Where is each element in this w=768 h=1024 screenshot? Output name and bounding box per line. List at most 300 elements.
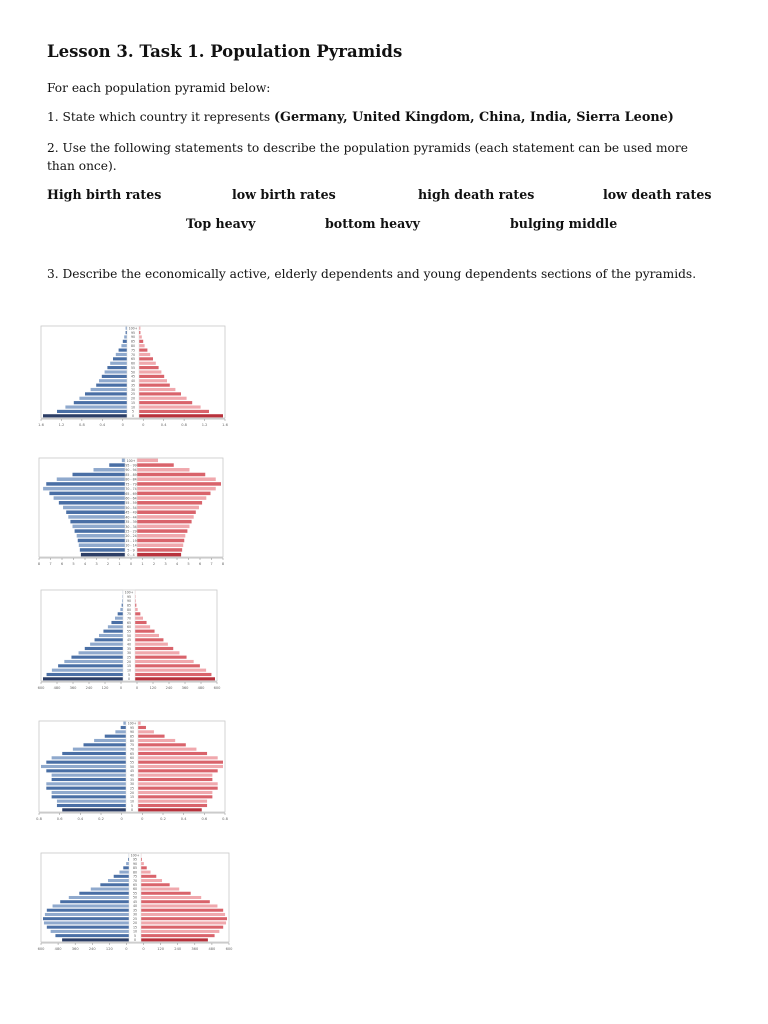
question-1 bbox=[47, 108, 674, 127]
age-label: 15 - 19 bbox=[125, 538, 137, 543]
male-bar bbox=[79, 892, 129, 895]
age-label: 50 bbox=[126, 633, 132, 638]
age-label: 40 bbox=[130, 379, 136, 384]
age-label: 0 bbox=[127, 677, 131, 682]
x-tick-label: 240 bbox=[85, 686, 93, 690]
female-bar bbox=[138, 739, 175, 742]
female-bar bbox=[139, 353, 150, 356]
age-label: 10 bbox=[126, 668, 132, 673]
age-label: 80 bbox=[126, 607, 132, 612]
male-bar bbox=[90, 643, 123, 646]
x-tick-label: 0.8 bbox=[181, 423, 187, 427]
female-bar bbox=[137, 534, 185, 538]
age-label: 30 - 34 bbox=[125, 524, 137, 529]
age-label: 35 bbox=[129, 777, 135, 782]
male-bar bbox=[57, 804, 126, 807]
x-tick-label: 0 bbox=[142, 423, 145, 427]
female-bar bbox=[138, 787, 218, 790]
male-bar bbox=[57, 410, 127, 413]
female-bar bbox=[141, 934, 215, 937]
x-tick-label: 360 bbox=[69, 686, 77, 690]
age-label: 45 bbox=[129, 769, 135, 774]
female-bar bbox=[139, 370, 161, 373]
age-label: 45 bbox=[126, 638, 132, 643]
statement-low-death-rates: low death rates bbox=[603, 187, 712, 202]
female-bar bbox=[137, 482, 221, 486]
x-tick-label: 4 bbox=[175, 562, 179, 566]
male-bar bbox=[45, 913, 129, 916]
age-label: 55 bbox=[129, 760, 135, 765]
age-label: 50 bbox=[130, 370, 136, 375]
male-bar bbox=[73, 473, 126, 477]
age-label: 60 bbox=[132, 887, 138, 892]
x-tick-label: 480 bbox=[197, 686, 205, 690]
age-label: 10 bbox=[129, 799, 135, 804]
age-label: 20 - 24 bbox=[125, 534, 137, 539]
age-label: 10 bbox=[130, 405, 136, 410]
male-bar bbox=[102, 375, 127, 378]
age-label: 85 bbox=[126, 603, 132, 608]
age-label: 25 bbox=[129, 786, 135, 791]
age-label: 40 - 44 bbox=[125, 515, 137, 520]
male-bar bbox=[62, 938, 129, 941]
question-3: 3. Describe the economically active, elderly dependents and young dependents sections of the pyramids. bbox=[47, 267, 697, 281]
male-bar bbox=[55, 934, 129, 937]
x-tick-label: 0 bbox=[141, 817, 144, 821]
male-bar bbox=[85, 647, 123, 650]
male-bar bbox=[115, 730, 126, 733]
age-label: 5 bbox=[127, 672, 131, 677]
statement-high-death-rates: high death rates bbox=[418, 187, 535, 202]
male-bar bbox=[46, 482, 125, 486]
female-bar bbox=[139, 414, 223, 417]
female-bar bbox=[135, 656, 187, 659]
statement-low-birth-rates: low birth rates bbox=[232, 187, 336, 202]
male-bar bbox=[119, 349, 127, 352]
female-bar bbox=[141, 896, 201, 899]
female-bar bbox=[138, 735, 165, 738]
age-label: 35 bbox=[130, 383, 136, 388]
male-bar bbox=[53, 904, 129, 907]
female-bar bbox=[139, 335, 142, 338]
male-bar bbox=[79, 397, 127, 400]
male-bar bbox=[84, 743, 127, 746]
female-bar bbox=[137, 510, 196, 514]
male-bar bbox=[78, 539, 125, 543]
male-bar bbox=[107, 366, 127, 369]
age-label: 100+ bbox=[127, 721, 137, 726]
age-label: 25 bbox=[132, 916, 138, 921]
male-bar bbox=[75, 529, 125, 533]
x-tick-label: 5 bbox=[72, 562, 75, 566]
female-bar bbox=[135, 630, 155, 633]
male-bar bbox=[62, 808, 126, 811]
age-label: 65 bbox=[130, 357, 136, 362]
female-bar bbox=[137, 468, 190, 472]
female-bar bbox=[138, 726, 146, 729]
female-bar bbox=[139, 357, 153, 360]
female-bar bbox=[141, 866, 147, 869]
age-label: 15 bbox=[132, 925, 138, 930]
male-bar bbox=[47, 926, 129, 929]
female-bar bbox=[135, 664, 200, 667]
female-bar bbox=[137, 501, 202, 505]
age-label: 70 bbox=[130, 352, 136, 357]
age-label: 50 - 54 bbox=[125, 505, 137, 510]
age-label: 80 bbox=[132, 870, 138, 875]
x-tick-label: 600 bbox=[225, 947, 233, 951]
x-tick-label: 1.2 bbox=[201, 423, 208, 427]
male-bar bbox=[99, 634, 123, 637]
female-bar bbox=[138, 730, 154, 733]
x-tick-label: 1.6 bbox=[222, 423, 228, 427]
x-tick-label: 0 bbox=[125, 947, 128, 951]
age-label: 30 bbox=[126, 651, 132, 656]
male-bar bbox=[46, 769, 126, 772]
statement-top-heavy: Top heavy bbox=[186, 216, 256, 231]
age-label: 90 - 94 bbox=[125, 468, 137, 473]
statement-bulging-middle: bulging middle bbox=[510, 216, 618, 231]
female-bar bbox=[135, 651, 179, 654]
female-bar bbox=[138, 782, 218, 785]
male-bar bbox=[46, 761, 126, 764]
male-bar bbox=[115, 617, 123, 620]
female-bar bbox=[137, 529, 187, 533]
male-bar bbox=[52, 774, 126, 777]
male-bar bbox=[99, 379, 127, 382]
age-label: 80 bbox=[129, 738, 135, 743]
male-bar bbox=[91, 388, 127, 391]
female-bar bbox=[135, 608, 138, 611]
pyramid-4-svg bbox=[34, 718, 230, 824]
male-bar bbox=[105, 735, 126, 738]
female-bar bbox=[141, 917, 227, 920]
female-bar bbox=[141, 926, 223, 929]
male-bar bbox=[79, 651, 123, 654]
x-tick-label: 120 bbox=[101, 686, 109, 690]
female-bar bbox=[137, 459, 158, 463]
male-bar bbox=[94, 468, 126, 472]
x-tick-label: 0.8 bbox=[79, 423, 85, 427]
x-tick-label: 3 bbox=[164, 562, 167, 566]
age-label: 60 bbox=[129, 756, 135, 761]
male-bar bbox=[52, 778, 126, 781]
question-2: 2. Use the following statements to describe the population pyramids (each statement can be used more than once). bbox=[47, 141, 688, 173]
male-bar bbox=[64, 660, 123, 663]
age-label: 5 - 9 bbox=[127, 548, 135, 553]
age-label: 5 bbox=[131, 409, 135, 414]
x-tick-label: 0 bbox=[142, 947, 145, 951]
age-label: 50 bbox=[132, 895, 138, 900]
male-bar bbox=[110, 362, 127, 365]
female-bar bbox=[138, 808, 202, 811]
x-tick-label: 480 bbox=[54, 947, 62, 951]
age-label: 25 - 29 bbox=[125, 529, 137, 534]
female-bar bbox=[139, 375, 164, 378]
age-label: 55 - 59 bbox=[125, 501, 137, 506]
age-label: 85 bbox=[130, 339, 136, 344]
pyramid-3-svg bbox=[36, 587, 222, 693]
age-label: 95 bbox=[129, 725, 135, 730]
age-label: 35 - 39 bbox=[125, 520, 137, 525]
age-label: 65 bbox=[129, 751, 135, 756]
age-label: 20 bbox=[132, 921, 138, 926]
age-label: 90 bbox=[126, 599, 132, 604]
male-bar bbox=[51, 930, 129, 933]
x-tick-label: 360 bbox=[181, 686, 189, 690]
female-bar bbox=[138, 795, 212, 798]
x-tick-label: 0 bbox=[129, 562, 133, 566]
female-bar bbox=[138, 791, 212, 794]
female-bar bbox=[139, 410, 209, 413]
age-label: 95 bbox=[130, 330, 136, 335]
x-tick-label: 0 bbox=[135, 686, 139, 690]
age-label: 90 bbox=[129, 730, 135, 735]
age-label: 0 bbox=[133, 938, 137, 943]
male-bar bbox=[113, 357, 127, 360]
male-bar bbox=[74, 401, 127, 404]
x-tick-label: 480 bbox=[53, 686, 61, 690]
male-bar bbox=[71, 656, 123, 659]
female-bar bbox=[135, 643, 168, 646]
age-label: 15 bbox=[130, 400, 136, 405]
x-tick-label: 0.4 bbox=[180, 817, 187, 821]
x-tick-label: 1.6 bbox=[38, 423, 44, 427]
x-tick-label: 480 bbox=[208, 947, 216, 951]
male-bar bbox=[52, 791, 126, 794]
intro-text: For each population pyramid below: bbox=[47, 81, 271, 95]
age-label: 0 bbox=[131, 414, 135, 419]
female-bar bbox=[137, 515, 194, 519]
male-bar bbox=[49, 492, 125, 496]
pyramid-2-svg bbox=[34, 455, 228, 569]
male-bar bbox=[120, 608, 123, 611]
age-label: 70 bbox=[129, 747, 135, 752]
x-tick-label: 240 bbox=[88, 947, 96, 951]
x-tick-label: 0.4 bbox=[99, 423, 106, 427]
male-bar bbox=[111, 621, 123, 624]
age-label: 25 bbox=[126, 655, 132, 660]
female-bar bbox=[141, 888, 179, 891]
female-bar bbox=[137, 520, 192, 524]
question-1-text: 1. State which country it represents bbox=[47, 110, 274, 124]
female-bar bbox=[141, 904, 217, 907]
x-tick-label: 0 bbox=[120, 817, 123, 821]
female-bar bbox=[139, 344, 145, 347]
female-bar bbox=[141, 892, 191, 895]
population-pyramid-3 bbox=[36, 587, 222, 693]
male-bar bbox=[95, 638, 123, 641]
page-title: Lesson 3. Task 1. Population Pyramids bbox=[47, 42, 403, 61]
x-tick-label: 0.4 bbox=[77, 817, 84, 821]
age-label: 55 bbox=[126, 629, 132, 634]
age-label: 10 bbox=[132, 929, 138, 934]
age-label: 100+ bbox=[124, 590, 134, 595]
age-label: 55 bbox=[130, 365, 136, 370]
female-bar bbox=[138, 774, 212, 777]
female-bar bbox=[141, 913, 225, 916]
male-bar bbox=[60, 900, 129, 903]
male-bar bbox=[68, 515, 125, 519]
age-label: 25 bbox=[130, 392, 136, 397]
age-label: 70 bbox=[126, 616, 132, 621]
x-tick-label: 0 bbox=[119, 686, 123, 690]
male-bar bbox=[121, 726, 126, 729]
x-tick-label: 0.8 bbox=[36, 817, 42, 821]
female-bar bbox=[138, 804, 207, 807]
x-tick-label: 360 bbox=[191, 947, 199, 951]
age-label: 95 bbox=[132, 857, 138, 862]
x-tick-label: 0.6 bbox=[201, 817, 208, 821]
female-bar bbox=[137, 463, 174, 467]
female-bar bbox=[137, 548, 182, 552]
age-label: 100+ bbox=[126, 458, 136, 463]
age-label: 30 bbox=[132, 912, 138, 917]
male-bar bbox=[43, 917, 129, 920]
male-bar bbox=[123, 866, 129, 869]
female-bar bbox=[137, 492, 211, 496]
male-bar bbox=[108, 879, 129, 882]
male-bar bbox=[96, 384, 127, 387]
x-tick-label: 8 bbox=[221, 562, 225, 566]
female-bar bbox=[141, 921, 226, 924]
age-label: 15 bbox=[129, 795, 135, 800]
age-label: 50 bbox=[129, 764, 135, 769]
age-label: 65 - 69 bbox=[125, 491, 137, 496]
female-bar bbox=[139, 366, 159, 369]
male-bar bbox=[105, 370, 127, 373]
x-tick-label: 1 bbox=[118, 562, 121, 566]
female-bar bbox=[139, 397, 187, 400]
age-label: 90 bbox=[130, 335, 136, 340]
female-bar bbox=[137, 525, 190, 529]
male-bar bbox=[73, 525, 126, 529]
female-bar bbox=[141, 883, 170, 886]
age-label: 75 bbox=[130, 348, 136, 353]
female-bar bbox=[141, 909, 223, 912]
male-bar bbox=[65, 405, 127, 408]
female-bar bbox=[138, 748, 196, 751]
age-label: 75 bbox=[126, 612, 132, 617]
population-pyramid-2 bbox=[34, 455, 228, 569]
age-label: 45 bbox=[132, 899, 138, 904]
female-bar bbox=[135, 612, 140, 615]
male-bar bbox=[46, 782, 126, 785]
age-label: 95 - 99 bbox=[125, 463, 137, 468]
age-label: 40 bbox=[129, 773, 135, 778]
x-tick-label: 1 bbox=[141, 562, 144, 566]
female-bar bbox=[141, 938, 208, 941]
female-bar bbox=[137, 506, 199, 510]
x-tick-label: 240 bbox=[165, 686, 173, 690]
age-label: 65 bbox=[126, 620, 132, 625]
age-label: 85 bbox=[132, 866, 138, 871]
x-tick-label: 3 bbox=[95, 562, 98, 566]
male-bar bbox=[73, 748, 126, 751]
female-bar bbox=[139, 349, 147, 352]
x-tick-label: 120 bbox=[157, 947, 165, 951]
age-label: 20 bbox=[129, 790, 135, 795]
female-bar bbox=[135, 617, 143, 620]
age-label: 100+ bbox=[130, 853, 140, 858]
age-label: 30 bbox=[129, 782, 135, 787]
age-label: 75 bbox=[129, 743, 135, 748]
male-bar bbox=[80, 548, 125, 552]
male-bar bbox=[43, 414, 127, 417]
male-bar bbox=[58, 664, 123, 667]
x-tick-label: 7 bbox=[49, 562, 52, 566]
x-tick-label: 2 bbox=[152, 562, 156, 566]
female-bar bbox=[135, 621, 147, 624]
age-label: 0 - 4 bbox=[127, 553, 135, 558]
x-tick-label: 6 bbox=[198, 562, 202, 566]
female-bar bbox=[139, 384, 170, 387]
female-bar bbox=[139, 405, 201, 408]
x-tick-label: 4 bbox=[83, 562, 87, 566]
age-label: 60 bbox=[130, 361, 136, 366]
male-bar bbox=[123, 340, 127, 343]
age-label: 65 bbox=[132, 883, 138, 888]
population-pyramid-1 bbox=[36, 323, 230, 430]
x-tick-label: 5 bbox=[187, 562, 190, 566]
male-bar bbox=[118, 612, 123, 615]
x-tick-label: 0.8 bbox=[222, 817, 228, 821]
age-label: 30 bbox=[130, 387, 136, 392]
female-bar bbox=[141, 930, 219, 933]
x-tick-label: 0.2 bbox=[98, 817, 104, 821]
female-bar bbox=[137, 496, 206, 500]
female-bar bbox=[139, 379, 167, 382]
age-label: 70 - 74 bbox=[125, 487, 137, 492]
x-tick-label: 360 bbox=[71, 947, 79, 951]
x-tick-label: 7 bbox=[210, 562, 213, 566]
age-label: 90 bbox=[132, 861, 138, 866]
x-tick-label: 600 bbox=[213, 686, 221, 690]
female-bar bbox=[138, 765, 223, 768]
x-tick-label: 120 bbox=[149, 686, 157, 690]
x-tick-label: 0 bbox=[121, 423, 124, 427]
female-bar bbox=[135, 647, 173, 650]
male-bar bbox=[121, 344, 127, 347]
male-bar bbox=[59, 501, 125, 505]
pyramid-1-svg bbox=[36, 323, 230, 430]
age-label: 80 - 84 bbox=[125, 477, 137, 482]
male-bar bbox=[62, 752, 126, 755]
x-tick-label: 2 bbox=[106, 562, 110, 566]
male-bar bbox=[52, 669, 123, 672]
x-tick-label: 120 bbox=[105, 947, 113, 951]
age-label: 75 bbox=[132, 874, 138, 879]
age-label: 0 bbox=[130, 808, 134, 813]
age-label: 80 bbox=[130, 344, 136, 349]
x-tick-label: 240 bbox=[174, 947, 182, 951]
female-bar bbox=[138, 722, 141, 725]
male-bar bbox=[41, 765, 126, 768]
female-bar bbox=[138, 778, 212, 781]
male-bar bbox=[57, 477, 125, 481]
female-bar bbox=[137, 477, 216, 481]
female-bar bbox=[135, 638, 163, 641]
male-bar bbox=[46, 787, 126, 790]
female-bar bbox=[135, 669, 206, 672]
question-1-countries: (Germany, United Kingdom, China, India, Sierra Leone) bbox=[273, 110, 674, 125]
statement-high-birth-rates: High birth rates bbox=[47, 187, 162, 202]
x-tick-label: 6 bbox=[60, 562, 64, 566]
male-bar bbox=[114, 875, 129, 878]
female-bar bbox=[137, 553, 181, 557]
male-bar bbox=[57, 800, 126, 803]
female-bar bbox=[137, 487, 216, 491]
